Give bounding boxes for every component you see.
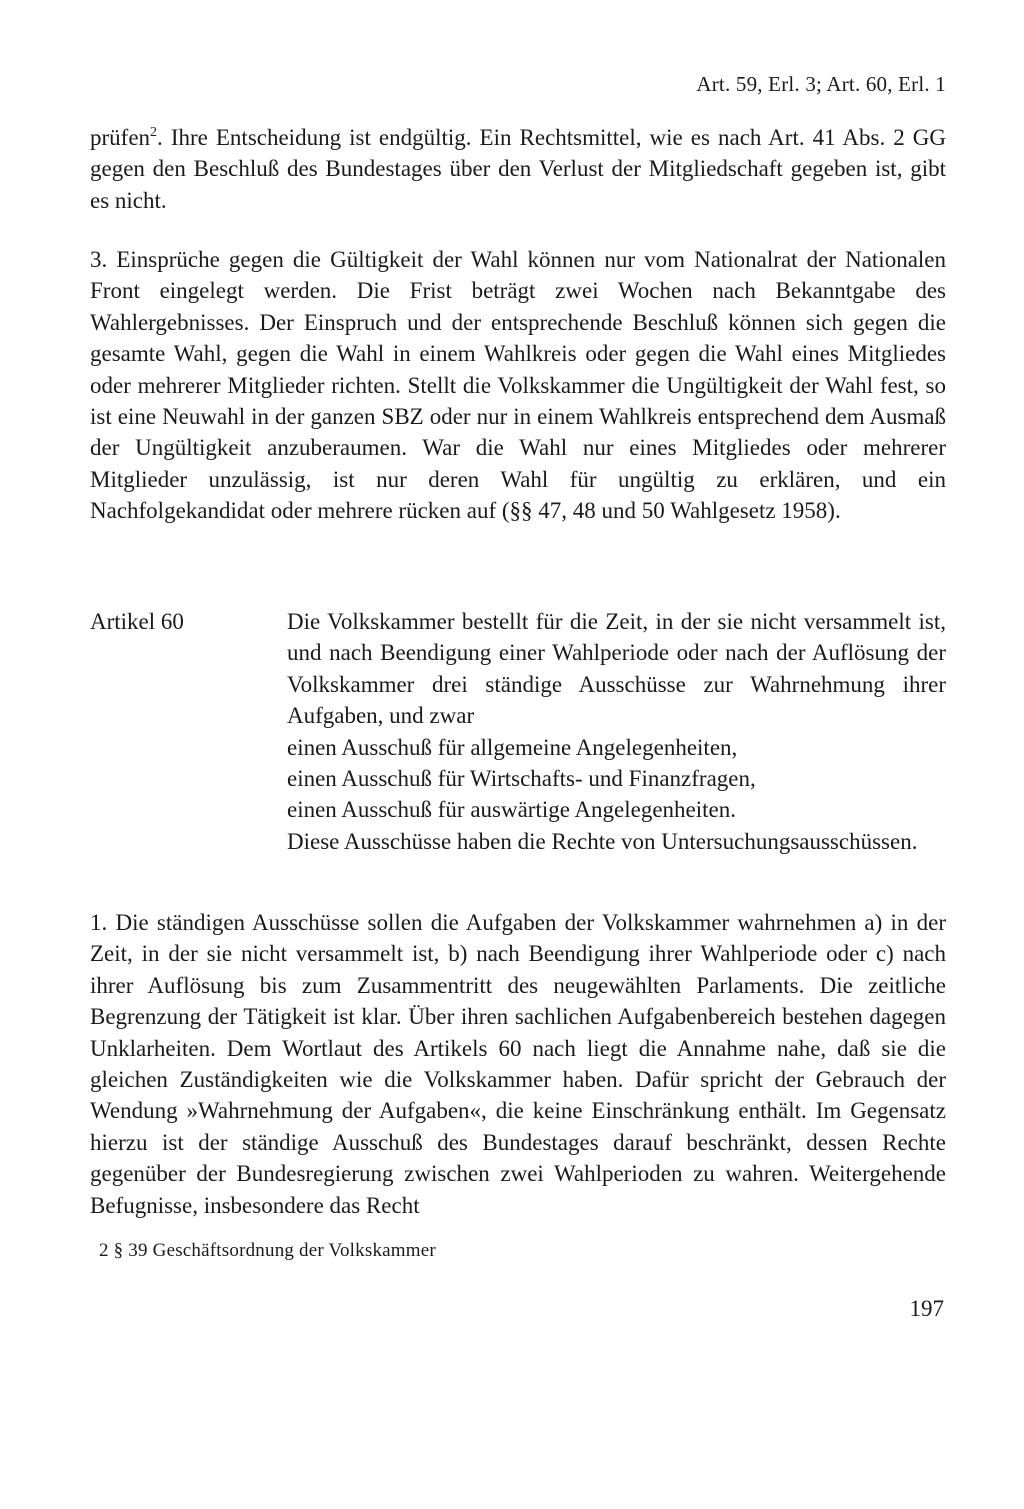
article-body: [287, 606, 946, 857]
paragraph-text: 1. Die ständigen Ausschüsse sollen die Aufgaben der Volkskammer wahrnehmen a) in der Zeit, in der sie nicht versammelt ist, b) nach Beendigung ihrer Wahlperiode oder c) nach ihrer Auflösung bis zum Zusammentritt des neugewählten Parlaments. Die zeitliche Begrenzung der Tätigkeit ist klar. Über ihren sachlichen Aufgabenbereich bestehen dagegen Unklarheiten. Dem Wortlaut des Artikels 60 nach liegt die Annahme nahe, daß sie die gleichen Zuständigkeiten wie die Volkskammer haben. Dafür spricht der Gebrauch der Wendung »Wahrnehmung der Aufgaben«, die keine Einschränkung enthält. Im Gegensatz hierzu ist der ständige Ausschuß des Bundestages darauf beschränkt, dessen Rechte gegenüber der Bundesregierung zwischen zwei Wahlperioden zu wahren. Weitergehende Befugnisse, insbesondere das Recht: [90, 910, 946, 1218]
paragraph-rest: . Ihre Entscheidung ist endgültig. Ein Rechtsmittel, wie es nach Art. 41 Abs. 2 GG gegen den Beschluß des Bundestages über den Verlust der Mitgliedschaft gegeben ist, gibt es nicht.: [90, 125, 946, 213]
page-number: 197: [909, 1296, 944, 1321]
article-item: einen Ausschuß für allgemeine Angelegenheiten,: [287, 734, 738, 760]
article-item: einen Ausschuß für auswärtige Angelegenheiten.: [287, 797, 737, 823]
running-head: Art. 59, Erl. 3; Art. 60, Erl. 1: [696, 72, 946, 96]
paragraph-start: prüfen: [90, 125, 151, 150]
paragraph-explanation-3: [90, 244, 946, 527]
paragraph-continuation: [90, 122, 946, 216]
paragraph-text: [90, 122, 946, 216]
paragraph-text: 3. Einsprüche gegen die Gültigkeit der Wahl können nur vom Nationalrat der Nationalen Front eingelegt werden. Die Frist beträgt zwei Wochen nach Bekanntgabe des Wahlergebnisses. Der Einspruch und der entsprechende Beschluß können sich gegen die gesamte Wahl, gegen die Wahl in einem Wahlkreis oder gegen die Wahl eines Mitgliedes oder mehrerer Mitglieder richten. Stellt die Volkskammer die Ungültigkeit der Wahl fest, so ist eine Neuwahl in der ganzen SBZ oder nur in einem Wahlkreis entsprechend dem Ausmaß der Ungültigkeit anzuberaumen. War die Wahl nur eines Mitgliedes oder mehrerer Mitglieder unzulässig, ist nur deren Wahl für ungültig zu erklären, und ein Nachfolgekandidat oder mehrere rücken auf (§§ 47, 48 und 50 Wahlgesetz 1958).: [90, 247, 946, 524]
article-intro: Die Volkskammer bestellt für die Zeit, in der sie nicht versammelt ist, und nach Beendigung einer Wahlperiode oder nach der Auflösung der Volkskammer drei ständige Ausschüsse zur Wahrnehmung ihrer Aufgaben, und zwar: [287, 609, 946, 729]
paragraph-explanation-1: [90, 907, 946, 1221]
article-closing: Diese Ausschüsse haben die Rechte von Untersuchungsausschüssen.: [287, 828, 918, 854]
footnote: 2 § 39 Geschäftsordnung der Volkskammer: [99, 1240, 436, 1261]
footnote-reference[interactable]: 2: [150, 125, 158, 140]
article-item: einen Ausschuß für Wirtschafts- und Finanzfragen,: [287, 766, 756, 792]
article-label: Artikel 60: [90, 609, 184, 634]
